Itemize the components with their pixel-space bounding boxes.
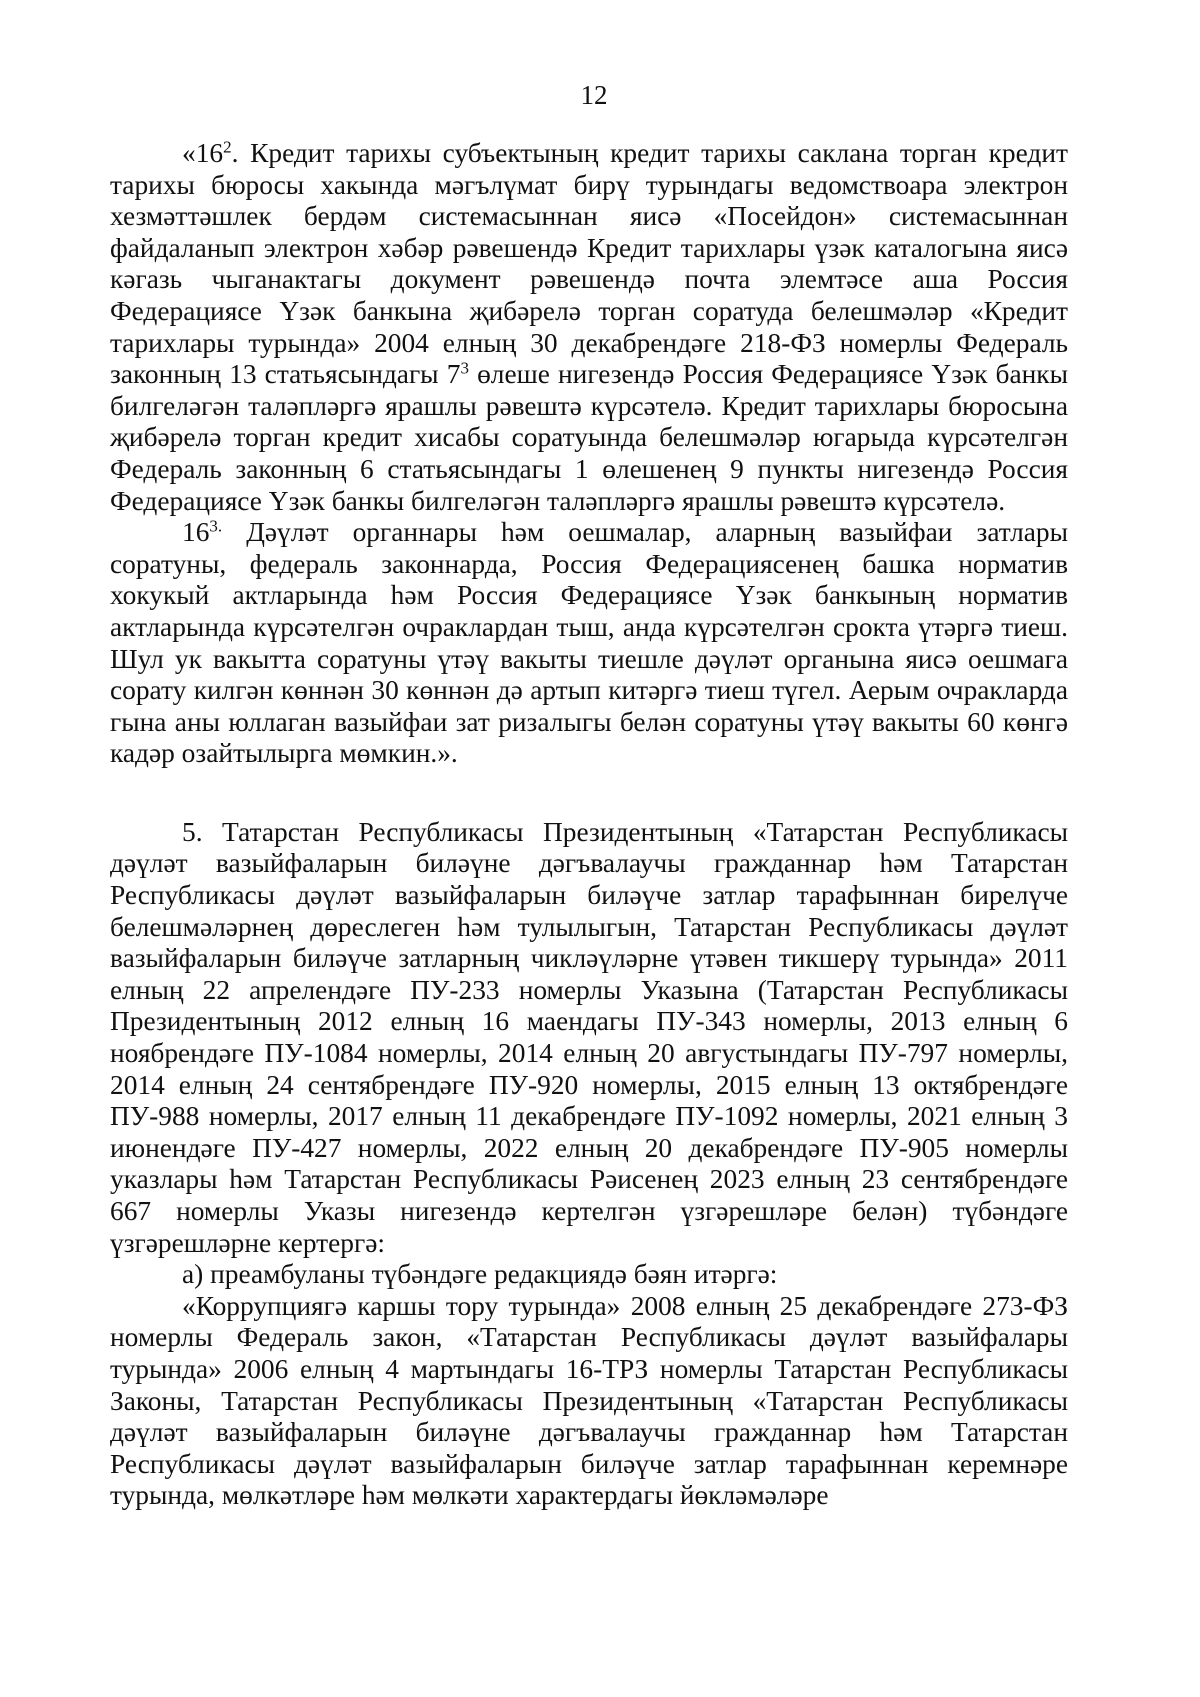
paragraph-preamble-quote: «Коррупциягә каршы тору турында» 2008 елның 25 декабрендәге 273-ФЗ номерлы Федераль закон, «Татарстан Республикасы дәүләт вазыйфалары турында» 2006 елның 4 мартындагы 16-ТРЗ номерлы Татарстан Республикасы Законы, Татарстан Республикасы Президентының «Татарстан Республикасы дәүләт вазыйфаларын биләүне дәгъвалаучы гражданнар һәм Татарстан Республикасы дәүләт вазыйфаларын биләүче затлар тарафыннан керемнәре турында, мөлкәтләре һәм мөлкәти характердагы йөкләмәләре bbox=[110, 1290, 1068, 1511]
paragraph-text: өлеше нигезендә Россия Федерациясе Үзәк банкы билгеләгән таләпләргә ярашлы рәвештә күрсәтелә. Кредит тарихлары бюросына җибәрелә торган кредит хисабы соратуында белешмәләр югарыда күрсәтелгән Федераль законның 6 статьясындагы 1 өлешенең 9 пункты нигезендә Россия Федерациясе Үзәк банкы билгеләгән таләпләргә ярашлы рәвештә күрсәтелә. bbox=[110, 359, 1068, 516]
paragraph-16-2 bbox=[110, 138, 1068, 517]
paragraph-16-3 bbox=[110, 517, 1068, 770]
paragraph-gap bbox=[110, 770, 1068, 817]
superscript: 3. bbox=[209, 516, 223, 536]
paragraph-item-5: 5. Татарстан Республикасы Президентының «Татарстан Республикасы дәүләт вазыйфаларын биләүне дәгъвалаучы гражданнар һәм Татарстан Республикасы дәүләт вазыйфаларын биләүче затлар тарафыннан бирелүче белешмәләрнең дөреслеген һәм тулылыгын, Татарстан Республикасы дәүләт вазыйфаларын биләүче затларның чикләүләрне үтәвен тикшерү турында» 2011 елның 22 апрелендәге ПУ-233 номерлы Указына (Татарстан Республикасы Президентының 2012 елның 16 маендагы ПУ-343 номерлы, 2013 елның 6 ноябрендәге ПУ-1084 номерлы, 2014 елның 20 августындагы ПУ-797 номерлы, 2014 елның 24 сентябрендәге ПУ-920 номерлы, 2015 елның 13 октябрендәге ПУ-988 номерлы, 2017 елның 11 декабрендәге ПУ-1092 номерлы, 2021 елның 3 июнендәге ПУ-427 номерлы, 2022 елның 20 декабрендәге ПУ-905 номерлы указлары һәм Татарстан Республикасы Рәисенең 2023 елның 23 сентябрендәге 667 номерлы Указы нигезендә кертелгән үзгәрешләре белән) түбәндәге үзгәрешләрне кертергә: bbox=[110, 816, 1068, 1258]
document-body bbox=[110, 138, 1068, 1512]
paragraph-lead: «16 bbox=[182, 138, 224, 168]
page-number: 12 bbox=[580, 80, 608, 110]
paragraph-text: Дәүләт органнары һәм оешмалар, аларның вазыйфаи затлары соратуны, федераль законнарда, Россия Федерациясенең башка норматив хокукый актларында һәм Россия Федерациясе Үзәк банкының норматив актларында күрсәтелгән очраклардан тыш, анда күрсәтелгән срокта үтәргә тиеш. Шул ук вакытта соратуны үтәү вакыты тиешле дәүләт органына яисә оешмага сорату килгән көннән 30 көннән дә артып китәргә тиеш түгел. Аерым очракларда гына аны юллаган вазыйфаи зат ризалыгы белән соратуны үтәү вакыты 60 көнгә кадәр озайтылырга мөмкин.». bbox=[110, 517, 1068, 769]
paragraph-item-a: а) преамбуланы түбәндәге редакциядә бәян итәргә: bbox=[182, 1259, 778, 1290]
superscript: 3 bbox=[460, 358, 469, 378]
paragraph-text: . Кредит тарихы субъектының кредит тарихы саклана торган кредит тарихы бюросы хакында мәгълүмат бирү турындагы ведомствоара электрон хезмәттәшлек бердәм системасыннан яисә «Посейдон» системасыннан файдаланып электрон хәбәр рәвешендә Кредит тарихлары үзәк каталогына яисә кәгазь чыганактагы документ рәвешендә почта элемтәсе аша Россия Федерациясе Үзәк банкына җибәрелә торган соратуда белешмәләр «Кредит тарихлары турында» 2004 елның 30 декабрендәге 218-ФЗ номерлы Федераль законның 13 статьясындагы 7 bbox=[110, 138, 1068, 390]
superscript: 2 bbox=[223, 137, 232, 157]
paragraph-lead: 16 bbox=[182, 517, 210, 548]
